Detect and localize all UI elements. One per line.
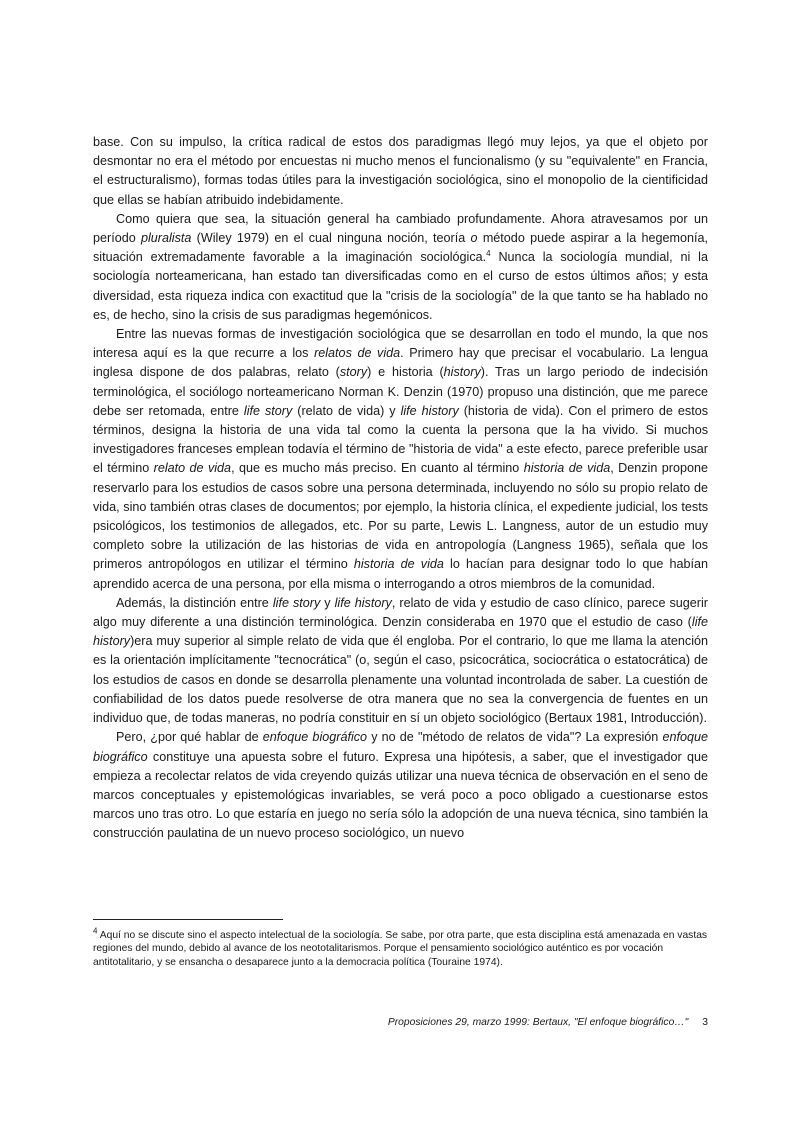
p4-seg: )era muy superior al simple relato de vida que él engloba. Por el contrario, lo que me llama la atención es la orientación implícitamente "tecnocrática" (o, según el caso, psicocrática, sociocrática o estatocrática) de los estudios de casos en donde se desarrolla plenamente una voluntad incontrolada de saber. La cuestión de confiabilidad de los datos puede resolverse de otra manera que no sea la convergencia de fuentes en un individuo que, de todas maneras, no podría constituir en sí un objeto sociológico (Bertaux 1981, Introducción). (93, 634, 708, 726)
page-footer (387, 1017, 708, 1028)
p3-italic: historia de vida (353, 557, 444, 572)
p3-seg: lo hacían para designar todo lo que habían aprendido acerca de una persona, por ella misma o interrogando a otros miembros de la comunidad. (93, 557, 708, 591)
p5-seg: constituye una apuesta sobre el futuro. Expresa una hipótesis, a saber, que el investigador que empieza a recolectar relatos de vida creyendo quizás utilizar una nueva técnica de observación en el seno de marcos conceptuales y epistemológicas invariables, se verá poco a poco obligado a cuestionarse estos marcos uno tras otro. Lo que estaría en juego no sería sólo la adopción de una nueva técnica, sino también la construcción paulatina de un nuevo proceso sociológico, un nuevo (93, 749, 708, 841)
paragraph-5 (93, 728, 708, 843)
paragraph-2 (93, 210, 708, 325)
p3-italic: story (339, 365, 368, 380)
p2-italic: o (470, 231, 478, 246)
p3-italic: life story (243, 403, 293, 418)
p4-seg: Además, la distinción entre (116, 595, 273, 610)
footnote-separator (93, 919, 283, 920)
footnote-reference[interactable]: 4 (486, 249, 491, 259)
p3-italic: history (443, 365, 481, 380)
p4-italic: life history (93, 615, 708, 649)
p5-seg: Pero, ¿por qué hablar de (116, 730, 263, 745)
p3-italic: relato de vida (153, 461, 232, 476)
page-number: 3 (702, 1017, 708, 1028)
p4-seg: , relato de vida y estudio de caso clínico, parece sugerir algo muy diferente a una distinción terminológica. Denzin consideraba en 1970 que el estudio de caso ( (93, 595, 708, 630)
p5-seg: y no de "método de relatos de vida"? La expresión (367, 730, 663, 745)
p3-italic: historia de vida (523, 461, 611, 476)
p3-seg: ). Tras un largo periodo de indecisión terminológica, el sociólogo norteamericano Norman K. Denzin (1970) propuso una distinción, que me parece debe ser retomada, entre (93, 365, 708, 418)
p2-seg: método puede aspirar a la hegemonía, situación extremadamente favorable a la imaginación sociológica. (93, 231, 708, 265)
p3-seg: Entre las nuevas formas de investigación sociológica que se desarrollan en todo el mundo, la que nos interesa aquí es la que recurre a los (93, 327, 708, 361)
paragraph-4 (93, 594, 708, 728)
p3-italic: relatos de vida (314, 346, 401, 361)
p3-seg: . Primero hay que precisar el vocabulario. La lengua inglesa dispone de dos palabras, relato ( (93, 346, 708, 380)
p1-text: base. Con su impulso, la crítica radical de estos dos paradigmas llegó muy lejos, ya que el objeto por desmontar no era el método por encuestas ni mucho menos el funcionalismo (y su "equivalente" en Francia, el estructuralismo), formas todas útiles para la investigación sociológica, sino el monopolio de la cientificidad que ellas se habían atribuido indebidamente. (93, 135, 708, 207)
footnote-text: Aquí no se discute sino el aspecto intelectual de la sociología. Se sabe, por otra parte, que esta disciplina está amenazada en vastas regiones del mundo, debido al avance de los neototalitarismos. Porque el pensamiento sociológico auténtico es por vocación antitotalitario, y se ensancha o desaparece junto a la democracia política (Touraine 1974). (93, 930, 708, 968)
p5-italic: enfoque biográfico (262, 730, 368, 745)
p4-seg: y (320, 595, 335, 610)
paragraph-3 (93, 325, 708, 594)
footer-citation: 29, marzo 1999: Bertaux, "El enfoque biográfico…" (452, 1017, 689, 1028)
p2-seg: (Wiley 1979) en el cual ninguna noción, teoría (191, 231, 471, 246)
body-text (93, 133, 708, 844)
p5-italic: enfoque biográfico (93, 730, 708, 764)
footnote-mark: 4 (93, 926, 98, 936)
footnote (93, 926, 708, 969)
p3-seg: ) e historia ( (367, 365, 444, 380)
p2-italic: pluralista (140, 231, 192, 246)
p3-seg: (relato de vida) y (292, 403, 401, 418)
p3-italic: life history (400, 403, 459, 418)
footer-journal: Proposiciones (387, 1017, 453, 1028)
p3-seg: , Denzin propone reservarlo para los estudios de casos sobre una persona determinada, incluyendo no sólo su propio relato de vida, sino también otras clases de documentos; por ejemplo, la historia clínica, el expediente judicial, los tests psicológicos, los testimonios de allegados, etc. Por su parte, Lewis L. Langness, autor de un estudio muy completo sobre la utilización de las historias de vida en antropología (Langness 1965), señala que los primeros antropólogos en utilizar el término (93, 461, 708, 572)
p4-italic: life history (334, 595, 392, 610)
p3-seg: (historia de vida). Con el primero de estos términos, designa la historia de una vida tal como la cuenta la persona que la ha vivido. Si muchos investigadores franceses emplean todavía el término de "historia de vida" a este efecto, parece preferible usar el término (93, 403, 708, 476)
p3-seg: , que es mucho más preciso. En cuanto al término (231, 461, 524, 476)
paragraph-1 (93, 133, 708, 210)
p2-seg: Como quiera que sea, la situación general ha cambiado profundamente. Ahora atravesamos por un período (93, 211, 708, 246)
p4-italic: life story (272, 595, 321, 610)
p2-seg: Nunca la sociología mundial, ni la sociología norteamericana, han estado tan diversificadas como en el curso de estos últimos años; y esta diversidad, esta riqueza indica con exactitud que la "crisis de la sociología" de la que tanto se ha hablado no es, de hecho, sino la crisis de sus paradigmas hegemónicos. (93, 250, 708, 322)
